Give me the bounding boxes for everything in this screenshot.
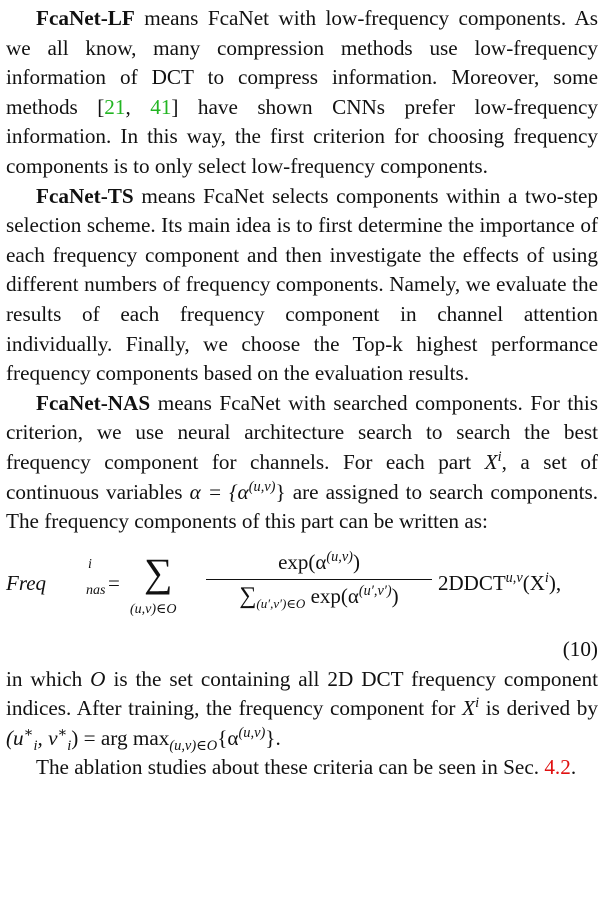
term-fcanet-lf: FcaNet-LF: [36, 6, 135, 30]
term-fcanet-nas: FcaNet-NAS: [36, 390, 151, 415]
equation-lhs: Freq i nas: [6, 556, 106, 598]
paragraph-set-definition: in which O is the set containing all 2D DCT frequency component indices. After training, the frequency component for $X^i$ is derived by ($u^∗_i$, $v^∗_i$) = arg $\max_{(u,v)\in O}\{\alpha^{(u,v)}\}$.: [6, 666, 598, 755]
fraction-denominator: $\sum_{(u',v')\in O}$ $\exp(\alpha^{(u',v')})$: [239, 582, 399, 611]
equation-equals: =: [108, 570, 120, 595]
paragraph-fcanet-ts: FcaNet-TS means FcaNet selects components within a two-step selection scheme. Its main idea is to first determine the importance of each frequency component and then investigate the effects of using different numbers of frequency components. Namely, we evaluate the results of each frequency component in channel attention individually. Finally, we choose the Top-k highest performance frequency components based on the evaluation results.: [6, 183, 598, 386]
math-argmax: ($u^∗_i$, $v^∗_i$) = arg $\max_{(u,v)\in O}\{\alpha^{(u,v)}\}$.: [6, 724, 281, 755]
term-fcanet-ts: FcaNet-TS: [36, 183, 134, 208]
paper-page: [6, 0, 598, 783]
math-alpha-set: $\alpha = \{\alpha^{(u,v)}\}$: [189, 478, 286, 504]
paragraph-fcanet-nas: FcaNet-NAS means FcaNet with searched components. For this criterion, we use neural architecture search to search the best frequency component for channels. For each part $X^i$, a set of continuous variables $\alpha = \{\alpha^{(u,v)}\}$ are assigned to search components. The frequency components of this part can be written as:: [6, 390, 599, 534]
citation-link[interactable]: 41: [150, 94, 172, 119]
fraction-bar: [206, 579, 432, 580]
summation-index: (u,v)∈O: [130, 601, 177, 617]
equation-number: (10): [562, 636, 598, 661]
section-link[interactable]: 4.2: [544, 755, 571, 780]
equation-number-row: [6, 633, 598, 665]
equation-10: [6, 547, 598, 633]
equation-rhs: $2DDCT^{u,v}(X^i)$,: [438, 569, 562, 595]
paragraph-fcanet-lf: FcaNet-LF means FcaNet with low-frequency components. As we all know, many compression methods use low-frequency information of DCT to compress information. Moreover, some methods [21, 41] have shown CNNs prefer low-frequency information. In this way, the first criterion for choosing frequency components is to only select low-frequency components.: [6, 6, 599, 178]
citation-link[interactable]: 21: [104, 94, 126, 119]
paragraph-ablation-reference: The ablation studies about these criteria can be seen in Sec. 4.2.: [36, 755, 577, 780]
fraction-numerator: $\exp(\alpha^{(u,v)})$: [278, 548, 360, 574]
equation-fraction: [206, 547, 432, 609]
summation-symbol: ∑: [144, 549, 173, 595]
